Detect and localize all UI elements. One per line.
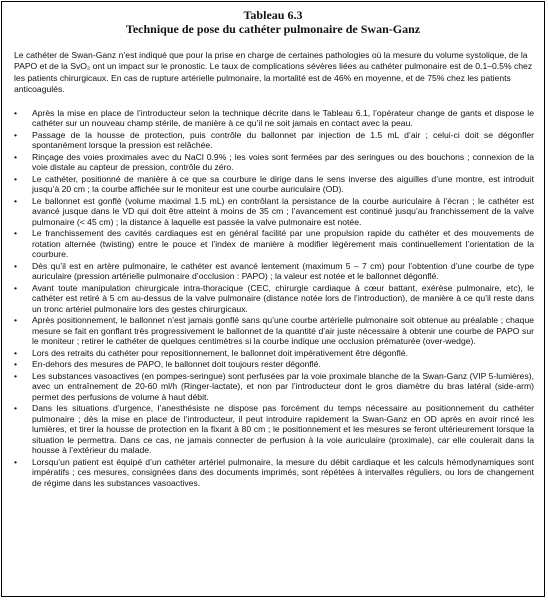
list-item: [2, 457, 534, 489]
list-item-text: Lorsqu’un patient est équipé d’un cathéter artériel pulmonaire, la mesure du débit cardiaque et les calculs hémodynamiques sont impératifs ; ces mesures, consignées dans des documents imprimés, sont répétées à intervalles réguliers, ou lors de changement de régime dans les substances vasoactives.: [32, 456, 534, 488]
list-item: [2, 315, 534, 347]
list-item: [2, 348, 534, 359]
list-item: [2, 261, 534, 282]
bullet-icon: •: [14, 370, 18, 381]
list-item: [2, 130, 534, 151]
list-item: [2, 371, 534, 403]
bullet-icon: •: [14, 359, 18, 370]
bullet-icon: •: [14, 347, 18, 358]
bullet-icon: •: [14, 151, 18, 162]
bullet-icon: •: [14, 129, 18, 140]
list-item: [2, 196, 534, 228]
list-item: [2, 403, 534, 456]
bullet-icon: •: [14, 195, 18, 206]
list-item: [2, 228, 534, 260]
list-item-text: Le ballonnet est gonflé (volume maximal 1.5 mL) en contrôlant la persistance de la courbe auriculaire à l’écran ; le cathéter est avancé jusque dans le VD qui doit être atteint à moins de 35 cm ; l’avancement est continué jusqu’au franchissement de la valve pulmonaire (< 45 cm) ; la distance à laquelle est passée la valve pulmonaire est notée.: [32, 195, 534, 227]
bullet-icon: •: [14, 228, 18, 239]
table-number: Tableau 6.3: [243, 8, 303, 22]
list-item-text: Après positionnement, le ballonnet n’est jamais gonflé sans qu’une courbe artérielle pulmonaire soit obtenue au préalable ; chaque mesure se fait en gonflant très progressivement le ballonnet de la quantité d’air juste nécessaire à obtenir une courbe de PAPO sur le moniteur ; retirer le cathéter de quelques centimètres si la courbe indique une occlusion prématurée (over-wedge).: [32, 315, 534, 347]
list-item: [2, 359, 534, 370]
list-item-text: Les substances vasoactives (en pompes-seringue) sont perfusées par la voie proximale blanche de la Swan-Ganz (VIP 5-lumières), avec un entraînement de 20-60 ml/h (Ringer-lactate), et non par l’introducteur dont le gros diamètre du bras latéral (side-arm) permet des perfusions de volume à haut débit.: [32, 370, 534, 402]
bullet-icon: •: [14, 403, 18, 414]
bullet-icon: •: [14, 315, 18, 326]
list-item-text: Le franchissement des cavités cardiaques est en général facilité par une propulsion rapide du cathéter et des mouvements de rotation alternée (twisting) entre le pouce et l’index de manière à modifier légèrement mais continuellement l’orientation de la courbure.: [32, 228, 534, 260]
list-item-text: Passage de la housse de protection, puis contrôle du ballonnet par injection de 1.5 mL d’air ; celui-ci doit se dégonfler spontanément lorsque la pression est relâchée.: [32, 129, 534, 151]
table-heading: Technique de pose du cathéter pulmonaire de Swan-Ganz: [125, 22, 421, 36]
list-item: [2, 174, 534, 195]
list-item-text: Rinçage des voies proximales avec du NaCl 0.9% ; les voies sont fermées par des seringues ou des bouchons ; connexion de la voie distale au capteur de pression, contrôle du zéro.: [32, 151, 534, 173]
bullet-icon: •: [14, 260, 18, 271]
intro-paragraph: Le cathéter de Swan-Ganz n’est indiqué que pour la prise en charge de certaines pathologies où la mesure du volume systolique, de la PAPO et de la SvO₂ ont un impact sur le pronostic. Le taux de complications sévères liées au cathéter pulmonaire est de 0.1–0.5% chez les patients chirurgicaux. En cas de rupture artérielle pulmonaire, la mortalité est de 46% en moyenne, et de 75% chez les patients anticoagulés.: [14, 50, 533, 95]
list-item-text: Dans les situations d’urgence, l’anesthésiste ne dispose pas forcément du temps nécessaire au positionnement du cathéter pulmonaire ; dès la mise en place de l’introducteur, il peut introduire rapidement la Swan-Ganz en OD après en avoir rincé les lumières, et tirer la housse de protection en la fixant à 80 cm ; le positionnement et les mesures se feront ultérieurement lorsque la situation le permettra. Dans ce cas, ne jamais connecter de perfusion à la voie auriculaire (proximale), car elle coulerait dans la housse à l’extérieur du malade.: [32, 403, 534, 456]
list-item: [2, 283, 534, 315]
list-item-text: Après la mise en place de l’introducteur selon la technique décrite dans le Tableau 6.1, l’opérateur change de gants et dispose le cathéter sur un nouveau champ stérile, de manière à ce qu’il ne soit jamais en contact avec la peau.: [32, 107, 534, 129]
procedure-list: [2, 108, 534, 489]
list-item-text: Le cathéter, positionné de manière à ce que sa courbure le dirige dans le sens inverse des aiguilles d’une montre, est introduit jusqu’à 20 cm ; la courbe affichée sur le moniteur est une courbe auriculaire (OD).: [32, 173, 534, 195]
bullet-icon: •: [14, 173, 18, 184]
list-item-text: Lors des retraits du cathéter pour repositionnement, le ballonnet doit impérativement être dégonflé.: [32, 347, 408, 358]
list-item: [2, 108, 534, 129]
bullet-icon: •: [14, 456, 18, 467]
table-title: [2, 8, 544, 36]
list-item-text: Avant toute manipulation chirurgicale intra-thoracique (CEC, chirurgie cardiaque à cœur battant, exérèse pulmonaire, etc), le cathéter est retiré à 5 cm au-dessus de la valve pulmonaire (distance notée lors de l’introduction), de manière à ce qu’il reste dans un tronc artériel pulmonaire lors des gestes chirurgicaux.: [32, 282, 534, 314]
bullet-icon: •: [14, 282, 18, 293]
list-item: [2, 152, 534, 173]
table-frame: [1, 1, 545, 597]
list-item-text: Dès qu’il est en artère pulmonaire, le cathéter est avancé lentement (maximum 5 – 7 cm) pour l’obtention d’une courbe de type auriculaire (pression artérielle pulmonaire d’occlusion : PAPO) ; la valeur est notée et le ballonnet dégonflé.: [32, 260, 534, 282]
bullet-icon: •: [14, 107, 18, 118]
list-item-text: En-dehors des mesures de PAPO, le ballonnet doit toujours rester dégonflé.: [32, 359, 321, 370]
